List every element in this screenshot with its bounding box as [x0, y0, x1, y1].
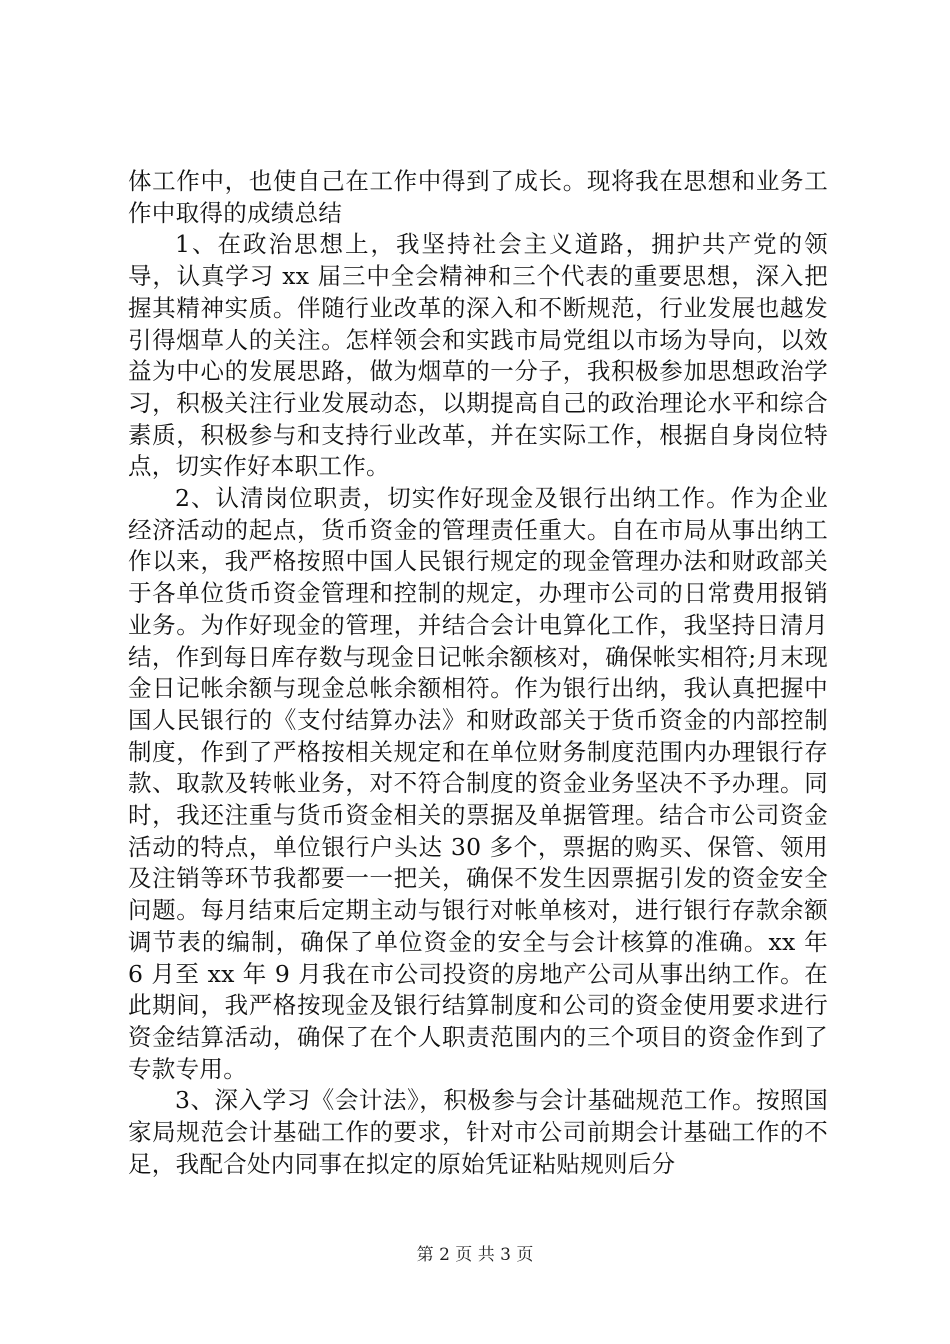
paragraph-continuation: 体工作中，也使自己在工作中得到了成长。现将我在思想和业务工作中取得的成绩总结 — [128, 167, 828, 227]
paragraph-accounting-law: 3、深入学习《会计法》，积极参与会计基础规范工作。按照国家局规范会计基础工作的要求，针对市公司前期会计基础工作的不足，我配合处内同事在拟定的原始凭证粘贴规则后分 — [128, 1086, 828, 1178]
document-body — [128, 166, 828, 1181]
paragraph-political-thought: 1、在政治思想上，我坚持社会主义道路，拥护共产党的领导，认真学习 xx 届三中全会精神和三个代表的重要思想，深入把握其精神实质。伴随行业改革的深入和不断规范，行业发展也越发引得烟草人的关注。怎样领会和实践市局党组以市场为导向，以效益为中心的发展思路，做为烟草的一分子，我积极参加思想政治学习，积极关注行业发展动态，以期提高自己的政治理论水平和综合素质，积极参与和支持行业改革，并在实际工作，根据自身岗位特点，切实作好本职工作。 — [128, 230, 828, 481]
page-footer: 第 2 页 共 3 页 — [416, 1245, 534, 1265]
paragraph-cashier-duties: 2、认清岗位职责，切实作好现金及银行出纳工作。作为企业经济活动的起点，货币资金的管理责任重大。自在市局从事出纳工作以来，我严格按照中国人民银行规定的现金管理办法和财政部关于各单位货币资金管理和控制的规定，办理市公司的日常费用报销业务。为作好现金的管理，并结合会计电算化工作，我坚持日清月结，作到每日库存数与现金日记帐余额核对，确保帐实相符;月末现金日记帐余额与现金总帐余额相符。作为银行出纳，我认真把握中国人民银行的《支付结算办法》和财政部关于货币资金的内部控制制度，作到了严格按相关规定和在单位财务制度范围内办理银行存款、取款及转帐业务，对不符合制度的资金业务坚决不予办理。同时，我还注重与货币资金相关的票据及单据管理。结合市公司资金活动的特点，单位银行户头达 30 多个，票据的购买、保管、领用及注销等环节我都要一一把关，确保不发生因票据引发的资金安全问题。每月结束后定期主动与银行对帐单核对，进行银行存款余额调节表的编制，确保了单位资金的安全与会计核算的准确。xx 年 6 月至 xx 年 9 月我在市公司投资的房地产公司从事出纳工作。在此期间，我严格按现金及银行结算制度和公司的资金使用要求进行资金结算活动，确保了在个人职责范围内的三个项目的资金作到了专款专用。 — [128, 484, 828, 1083]
